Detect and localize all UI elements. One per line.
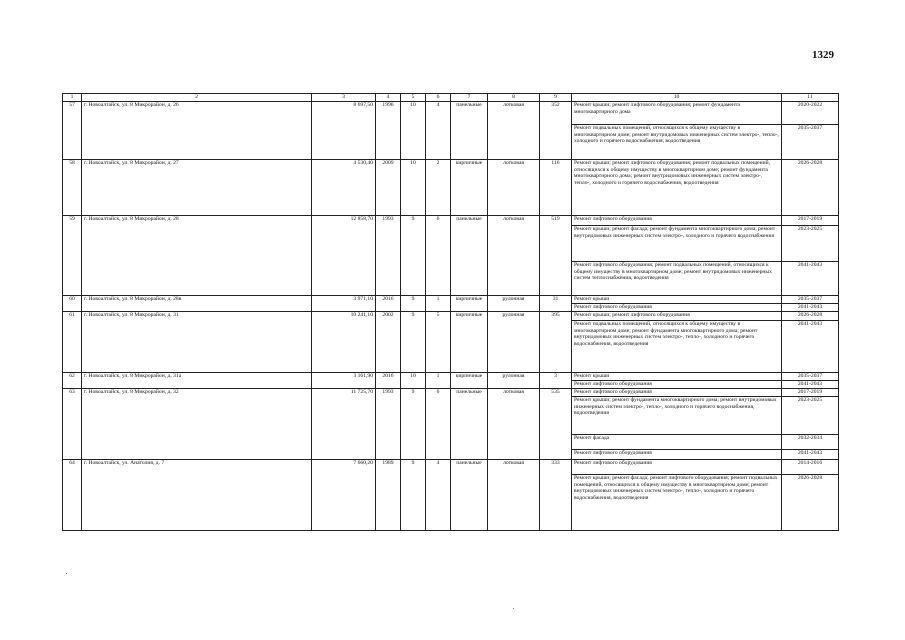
repair-works-cell: Ремонт крыши; ремонт лифтового оборудования; ремонт подвальных помещений, относящихся к общему имуществу в многоквартирном доме; ремонт фундамента многоквартирного дома; ремонт внутридомовых инженерных систем электро-, тепло-, холодного и горячего водоснабжения, водоотведения bbox=[572, 160, 782, 216]
wall-material-cell: панельные bbox=[451, 216, 488, 296]
repair-works-cell: Ремонт крыши; ремонт фасада; ремонт фундамента многоквартирного дома; ремонт внутридомовых инженерных систем электро-, холодного и горячего водоснабжения bbox=[572, 226, 782, 262]
entrances-cell: 4 bbox=[426, 460, 451, 531]
repair-works-cell: Ремонт подвальных помещений, относящихся к общему имуществу в многоквартирном доме; ремонт фундамента многоквартирного дома; ремонт внутридомовых инженерных систем электро-, тепло-, холодного и горячего водоснабжения, водоотведения bbox=[572, 321, 782, 373]
column-number: 10 bbox=[572, 94, 782, 102]
area-cell: 4 530,40 bbox=[312, 160, 376, 216]
address-cell: г. Новоалтайск, ул. 8 Микрорайон, д. 28в bbox=[82, 296, 312, 312]
entrances-cell: 1 bbox=[426, 373, 451, 389]
year-cell: 1996 bbox=[376, 102, 401, 160]
roof-type-cell: рулонная bbox=[488, 312, 540, 373]
repair-period-cell: 2032-2034 bbox=[782, 435, 839, 450]
floors-cell: 9 bbox=[401, 460, 426, 531]
address-cell: г. Новоалтайск, ул. 8 Микрорайон, д. 31 bbox=[82, 312, 312, 373]
residents-cell: 31 bbox=[540, 296, 572, 312]
row-number: 57 bbox=[63, 102, 82, 160]
wall-material-cell: кирпичные bbox=[451, 373, 488, 389]
repair-works-cell: Ремонт крыши; ремонт лифтового оборудования; ремонт фундамента многоквартирного дома bbox=[572, 102, 782, 125]
repair-period-cell: 2017-2019 bbox=[782, 216, 839, 226]
roof-type-cell: лотковая bbox=[488, 160, 540, 216]
repair-period-cell: 2023-2025 bbox=[782, 226, 839, 262]
wall-material-cell: панельные bbox=[451, 389, 488, 460]
row-number: 62 bbox=[63, 373, 82, 389]
repair-works-cell: Ремонт крыши; ремонт фасада; ремонт лифтового оборудования; ремонт подвальных помещений, относящихся к общему имуществу в многоквартирном доме; ремонт внутридомовых инженерных систем электро-, тепло-, холодного и горячего водоснабжения, водоотведения bbox=[572, 475, 782, 531]
entrances-cell: 6 bbox=[426, 216, 451, 296]
floors-cell: 10 bbox=[401, 160, 426, 216]
row-number: 61 bbox=[63, 312, 82, 373]
floors-cell: 9 bbox=[401, 312, 426, 373]
residents-cell: 3 bbox=[540, 373, 572, 389]
floors-cell: 9 bbox=[401, 216, 426, 296]
column-number-row bbox=[63, 94, 839, 102]
wall-material-cell: кирпичные bbox=[451, 160, 488, 216]
residents-cell: 352 bbox=[540, 102, 572, 160]
area-cell: 3 971,10 bbox=[312, 296, 376, 312]
repair-works-cell: Ремонт лифтового оборудования bbox=[572, 450, 782, 460]
column-number: 8 bbox=[488, 94, 540, 102]
year-cell: 2016 bbox=[376, 373, 401, 389]
year-cell: 2016 bbox=[376, 296, 401, 312]
roof-type-cell: лотковая bbox=[488, 389, 540, 460]
building-row bbox=[63, 296, 839, 304]
repair-period-cell: 2023-2025 bbox=[782, 397, 839, 435]
area-cell: 7 660,20 bbox=[312, 460, 376, 531]
repair-period-cell: 2035-2037 bbox=[782, 296, 839, 304]
address-cell: г. Новоалтайск, ул. Анатолия, д. 7 bbox=[82, 460, 312, 531]
repair-works-cell: Ремонт крыши; ремонт лифтового оборудования bbox=[572, 312, 782, 321]
entrances-cell: 4 bbox=[426, 102, 451, 160]
year-cell: 1993 bbox=[376, 216, 401, 296]
wall-material-cell: кирпичные bbox=[451, 296, 488, 312]
repair-period-cell: 2041-2043 bbox=[782, 262, 839, 296]
roof-type-cell: лотковая bbox=[488, 460, 540, 531]
entrances-cell: 2 bbox=[426, 160, 451, 216]
repair-period-cell: 2017-2019 bbox=[782, 389, 839, 397]
entrances-cell: 6 bbox=[426, 389, 451, 460]
scan-speck bbox=[66, 573, 67, 574]
entrances-cell: 5 bbox=[426, 312, 451, 373]
building-row bbox=[63, 460, 839, 475]
address-cell: г. Новоалтайск, ул. 8 Микрорайон, д. 27 bbox=[82, 160, 312, 216]
repair-works-cell: Ремонт крыши; ремонт фундамента многоквартирного дома; ремонт внутридомовых инженерных систем электро-, тепло-, холодного и горячего водоснабжения, водоотведения bbox=[572, 397, 782, 435]
entrances-cell: 1 bbox=[426, 296, 451, 312]
repair-period-cell: 2041-2043 bbox=[782, 304, 839, 312]
year-cell: 2009 bbox=[376, 160, 401, 216]
capital-repair-table bbox=[62, 93, 839, 531]
floors-cell: 10 bbox=[401, 102, 426, 160]
building-row bbox=[63, 160, 839, 216]
page-number: 1329 bbox=[812, 49, 834, 61]
repair-works-cell: Ремонт лифтового оборудования bbox=[572, 460, 782, 475]
row-number: 59 bbox=[63, 216, 82, 296]
area-cell: 12 858,70 bbox=[312, 216, 376, 296]
roof-type-cell: лотковая bbox=[488, 102, 540, 160]
column-number: 9 bbox=[540, 94, 572, 102]
roof-type-cell: рулонная bbox=[488, 296, 540, 312]
row-number: 58 bbox=[63, 160, 82, 216]
building-row bbox=[63, 216, 839, 226]
repair-works-cell: Ремонт лифтового оборудования bbox=[572, 381, 782, 389]
column-number: 2 bbox=[82, 94, 312, 102]
area-cell: 8 697,50 bbox=[312, 102, 376, 160]
repair-period-cell: 2020-2022 bbox=[782, 102, 839, 125]
repair-works-cell: Ремонт фасада bbox=[572, 435, 782, 450]
repair-period-cell: 2026-2028 bbox=[782, 475, 839, 531]
area-cell: 10 241,10 bbox=[312, 312, 376, 373]
roof-type-cell: лотковая bbox=[488, 216, 540, 296]
column-number: 5 bbox=[401, 94, 426, 102]
repair-period-cell: 2035-2037 bbox=[782, 373, 839, 381]
column-number: 3 bbox=[312, 94, 376, 102]
address-cell: г. Новоалтайск, ул. 8 Микрорайон, д. 26 bbox=[82, 102, 312, 160]
repair-works-cell: Ремонт крыши bbox=[572, 373, 782, 381]
year-cell: 1989 bbox=[376, 460, 401, 531]
column-number: 11 bbox=[782, 94, 839, 102]
column-number: 4 bbox=[376, 94, 401, 102]
repair-works-cell: Ремонт лифтового оборудования bbox=[572, 216, 782, 226]
repair-period-cell: 2026-2028 bbox=[782, 312, 839, 321]
floors-cell: 10 bbox=[401, 373, 426, 389]
residents-cell: 535 bbox=[540, 389, 572, 460]
repair-works-cell: Ремонт подвальных помещений, относящихся к общему имуществу в многоквартирном доме; ремонт внутридомовых инженерных систем электро-, тепло-, холодного и горячего водоснабжения, водоотведения bbox=[572, 125, 782, 160]
year-cell: 1993 bbox=[376, 389, 401, 460]
floors-cell: 9 bbox=[401, 389, 426, 460]
wall-material-cell: кирпичные bbox=[451, 312, 488, 373]
row-number: 63 bbox=[63, 389, 82, 460]
wall-material-cell: панельные bbox=[451, 460, 488, 531]
scan-speck bbox=[513, 608, 514, 609]
area-cell: 11 725,70 bbox=[312, 389, 376, 460]
building-row bbox=[63, 373, 839, 381]
year-cell: 2002 bbox=[376, 312, 401, 373]
building-row bbox=[63, 312, 839, 321]
wall-material-cell: панельные bbox=[451, 102, 488, 160]
repair-works-cell: Ремонт лифтового оборудования bbox=[572, 389, 782, 397]
address-cell: г. Новоалтайск, ул. 8 Микрорайон, д. 31а bbox=[82, 373, 312, 389]
repair-period-cell: 2041-2043 bbox=[782, 381, 839, 389]
column-number: 7 bbox=[451, 94, 488, 102]
column-number: 6 bbox=[426, 94, 451, 102]
residents-cell: 395 bbox=[540, 312, 572, 373]
residents-cell: 116 bbox=[540, 160, 572, 216]
roof-type-cell: рулонная bbox=[488, 373, 540, 389]
repair-period-cell: 2014-2016 bbox=[782, 460, 839, 475]
area-cell: 3 161,90 bbox=[312, 373, 376, 389]
residents-cell: 519 bbox=[540, 216, 572, 296]
repair-period-cell: 2041-2043 bbox=[782, 450, 839, 460]
repair-works-cell: Ремонт лифтового оборудования; ремонт подвальных помещений, относящихся к общему имуществу в многоквартирном доме; ремонт внутридомовых инженерных систем теплоснабжения, водоотведения bbox=[572, 262, 782, 296]
repair-works-cell: Ремонт крыши bbox=[572, 296, 782, 304]
repair-period-cell: 2041-2043 bbox=[782, 321, 839, 373]
column-number: 1 bbox=[63, 94, 82, 102]
row-number: 64 bbox=[63, 460, 82, 531]
repair-period-cell: 2026-2028 bbox=[782, 160, 839, 216]
address-cell: г. Новоалтайск, ул. 8 Микрорайон, д. 32 bbox=[82, 389, 312, 460]
residents-cell: 333 bbox=[540, 460, 572, 531]
repair-works-cell: Ремонт лифтового оборудования bbox=[572, 304, 782, 312]
floors-cell: 9 bbox=[401, 296, 426, 312]
address-cell: г. Новоалтайск, ул. 8 Микрорайон, д. 28 bbox=[82, 216, 312, 296]
building-row bbox=[63, 389, 839, 397]
row-number: 60 bbox=[63, 296, 82, 312]
building-row bbox=[63, 102, 839, 125]
repair-period-cell: 2035-2037 bbox=[782, 125, 839, 160]
